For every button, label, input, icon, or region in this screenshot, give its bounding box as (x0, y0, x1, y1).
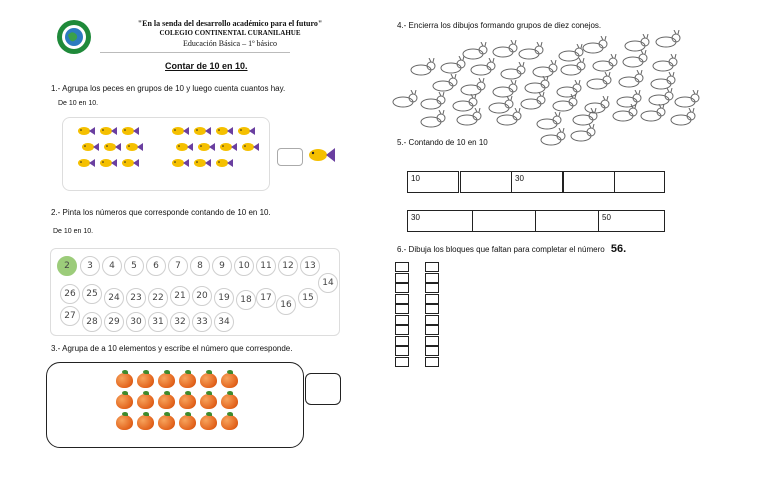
peach-icon (221, 415, 238, 430)
fish-icon (100, 127, 117, 135)
rabbit-icon (470, 58, 498, 76)
fish-icon (122, 159, 139, 167)
ten-block-unit (395, 357, 409, 367)
rabbit-icon (456, 108, 484, 126)
peach-icon (200, 415, 217, 430)
number-circle-14[interactable]: 14 (318, 273, 338, 293)
peach-icon (158, 394, 175, 409)
page-title: Contar de 10 en 10. (165, 61, 248, 71)
peach-icon (200, 373, 217, 388)
ex5-row1-cell[interactable] (460, 171, 512, 193)
rabbit-icon (496, 108, 524, 126)
ten-block-unit (425, 304, 439, 314)
rabbit-icon (520, 92, 548, 110)
school-level: Educación Básica – 1º básico (182, 39, 277, 48)
ten-block-unit (395, 283, 409, 293)
school-logo-icon (56, 19, 92, 55)
rabbit-icon (674, 90, 702, 108)
ten-block-unit (395, 294, 409, 304)
number-circle-4[interactable]: 4 (102, 256, 122, 276)
ten-block-unit (425, 294, 439, 304)
peach-icon (158, 373, 175, 388)
ex6-instruction (397, 243, 626, 255)
number-circle-3[interactable]: 3 (80, 256, 100, 276)
number-circle-10[interactable]: 10 (234, 256, 254, 276)
ex1-subtitle: De 10 en 10. (58, 100, 99, 107)
fish-icon (78, 159, 95, 167)
number-circle-34[interactable]: 34 (214, 312, 234, 332)
number-circle-27[interactable]: 27 (60, 306, 80, 326)
ex5-row1-cell[interactable]: 30 (511, 171, 563, 193)
fish-icon (176, 143, 193, 151)
rabbit-icon (570, 124, 598, 142)
ex5-row2-cell[interactable]: 50 (598, 210, 665, 232)
number-circle-21[interactable]: 21 (170, 286, 190, 306)
number-circle-30[interactable]: 30 (126, 312, 146, 332)
peach-icon (116, 373, 133, 388)
peach-icon (158, 415, 175, 430)
peach-icon (137, 415, 154, 430)
number-circle-5[interactable]: 5 (124, 256, 144, 276)
fish-icon (194, 127, 211, 135)
peach-icon (137, 394, 154, 409)
fish-icon (172, 127, 189, 135)
ten-block-unit (395, 262, 409, 272)
ten-block-unit (425, 325, 439, 335)
ten-block-unit (425, 283, 439, 293)
fish-icon (122, 127, 139, 135)
rabbit-icon (420, 92, 448, 110)
fish-icon (194, 159, 211, 167)
peach-icon (221, 394, 238, 409)
ex2-subtitle: De 10 en 10. (53, 228, 94, 235)
school-name: COLEGIO CONTINENTAL CURANILAHUE (159, 29, 301, 37)
rabbit-icon (592, 54, 620, 72)
number-circle-13[interactable]: 13 (300, 256, 320, 276)
ten-block-unit (395, 346, 409, 356)
ex5-row1-cell[interactable] (614, 171, 665, 193)
number-circle-31[interactable]: 31 (148, 312, 168, 332)
number-circle-24[interactable]: 24 (104, 288, 124, 308)
number-circle-11[interactable]: 11 (256, 256, 276, 276)
ex3-instruction: 3.- Agrupa de a 10 elementos y escribe el número que corresponde. (51, 344, 293, 353)
fish-icon (198, 143, 215, 151)
ten-block-unit (425, 262, 439, 272)
number-circle-6[interactable]: 6 (146, 256, 166, 276)
rabbit-icon (560, 58, 588, 76)
ex1-instruction: 1.- Agrupa los peces en grupos de 10 y luego cuenta cuantos hay. (51, 84, 286, 93)
ex6-target-number: 56. (610, 243, 627, 255)
fish-icon (104, 143, 121, 151)
fish-icon (82, 143, 99, 151)
number-circle-29[interactable]: 29 (104, 312, 124, 332)
peach-icon (116, 394, 133, 409)
fish-icon (216, 159, 233, 167)
ex1-answer-box[interactable] (277, 148, 303, 166)
number-circle-28[interactable]: 28 (82, 312, 102, 332)
fish-box (62, 117, 270, 191)
rabbit-icon (420, 110, 448, 128)
ex5-row1-cell[interactable]: 10 (407, 171, 459, 193)
ex3-answer-box[interactable] (305, 373, 341, 405)
fish-icon (306, 146, 336, 169)
ex6-instruction-text: 6.- Dibuja los bloques que faltan para completar el número (397, 245, 605, 254)
peach-icon (116, 415, 133, 430)
peach-icon (179, 415, 196, 430)
peach-icon (221, 373, 238, 388)
number-circle-18[interactable]: 18 (236, 290, 256, 310)
rabbit-icon (612, 104, 640, 122)
rabbit-icon (392, 90, 420, 108)
ten-block-unit (395, 336, 409, 346)
fish-icon (242, 143, 259, 151)
ten-block-unit (425, 336, 439, 346)
rabbit-icon (670, 108, 698, 126)
fish-icon (238, 127, 255, 135)
ex5-row1-cell[interactable] (563, 171, 615, 193)
ten-block-unit (395, 325, 409, 335)
number-circle-33[interactable]: 33 (192, 312, 212, 332)
school-motto: "En la senda del desarrollo académico para el futuro" (137, 19, 323, 28)
number-circle-23[interactable]: 23 (126, 288, 146, 308)
ex5-row2-cell[interactable]: 30 (407, 210, 473, 232)
number-circle-15[interactable]: 15 (298, 288, 318, 308)
ten-block-unit (425, 357, 439, 367)
rabbit-icon (432, 74, 460, 92)
rabbit-icon (582, 36, 610, 54)
number-circle-20[interactable]: 20 (192, 286, 212, 306)
number-circle-26[interactable]: 26 (60, 284, 80, 304)
number-circle-16[interactable]: 16 (276, 295, 296, 315)
rabbit-icon (586, 72, 614, 90)
ex5-row2-cell[interactable] (472, 210, 536, 232)
rabbit-icon (618, 70, 646, 88)
rabbit-icon (622, 50, 650, 68)
rabbit-icon (540, 128, 568, 146)
fish-icon (78, 127, 95, 135)
rabbit-icon (492, 40, 520, 58)
peach-icon (200, 394, 217, 409)
rabbit-icon (640, 104, 668, 122)
rabbit-icon (652, 54, 680, 72)
number-circle-17[interactable]: 17 (256, 288, 276, 308)
fish-icon (126, 143, 143, 151)
rabbit-icon (440, 56, 468, 74)
ten-block-unit (425, 273, 439, 283)
peach-icon (179, 394, 196, 409)
number-circle-2[interactable]: 2 (57, 256, 77, 276)
ex5-row2-cell[interactable] (535, 210, 599, 232)
peach-icon (137, 373, 154, 388)
ex4-instruction: 4.- Encierra los dibujos formando grupos de diez conejos. (397, 21, 602, 30)
number-circle-8[interactable]: 8 (190, 256, 210, 276)
number-circle-7[interactable]: 7 (168, 256, 188, 276)
number-circle-19[interactable]: 19 (214, 288, 234, 308)
peach-box (46, 362, 304, 448)
peach-icon (179, 373, 196, 388)
number-circle-9[interactable]: 9 (212, 256, 232, 276)
header-divider (100, 52, 290, 53)
ten-block-unit (395, 315, 409, 325)
ten-block-unit (395, 304, 409, 314)
number-circle-32[interactable]: 32 (170, 312, 190, 332)
number-circle-25[interactable]: 25 (82, 284, 102, 304)
fish-icon (216, 127, 233, 135)
ten-block-unit (425, 346, 439, 356)
fish-icon (100, 159, 117, 167)
rabbit-icon (518, 42, 546, 60)
ten-block-unit (395, 273, 409, 283)
fish-icon (172, 159, 189, 167)
fish-icon (220, 143, 237, 151)
number-circle-12[interactable]: 12 (278, 256, 298, 276)
number-circle-22[interactable]: 22 (148, 288, 168, 308)
ten-block-unit (425, 315, 439, 325)
rabbit-icon (655, 30, 683, 48)
ex5-instruction: 5.- Contando de 10 en 10 (397, 138, 488, 147)
ex2-instruction: 2.- Pinta los números que corresponde contando de 10 en 10. (51, 208, 271, 217)
